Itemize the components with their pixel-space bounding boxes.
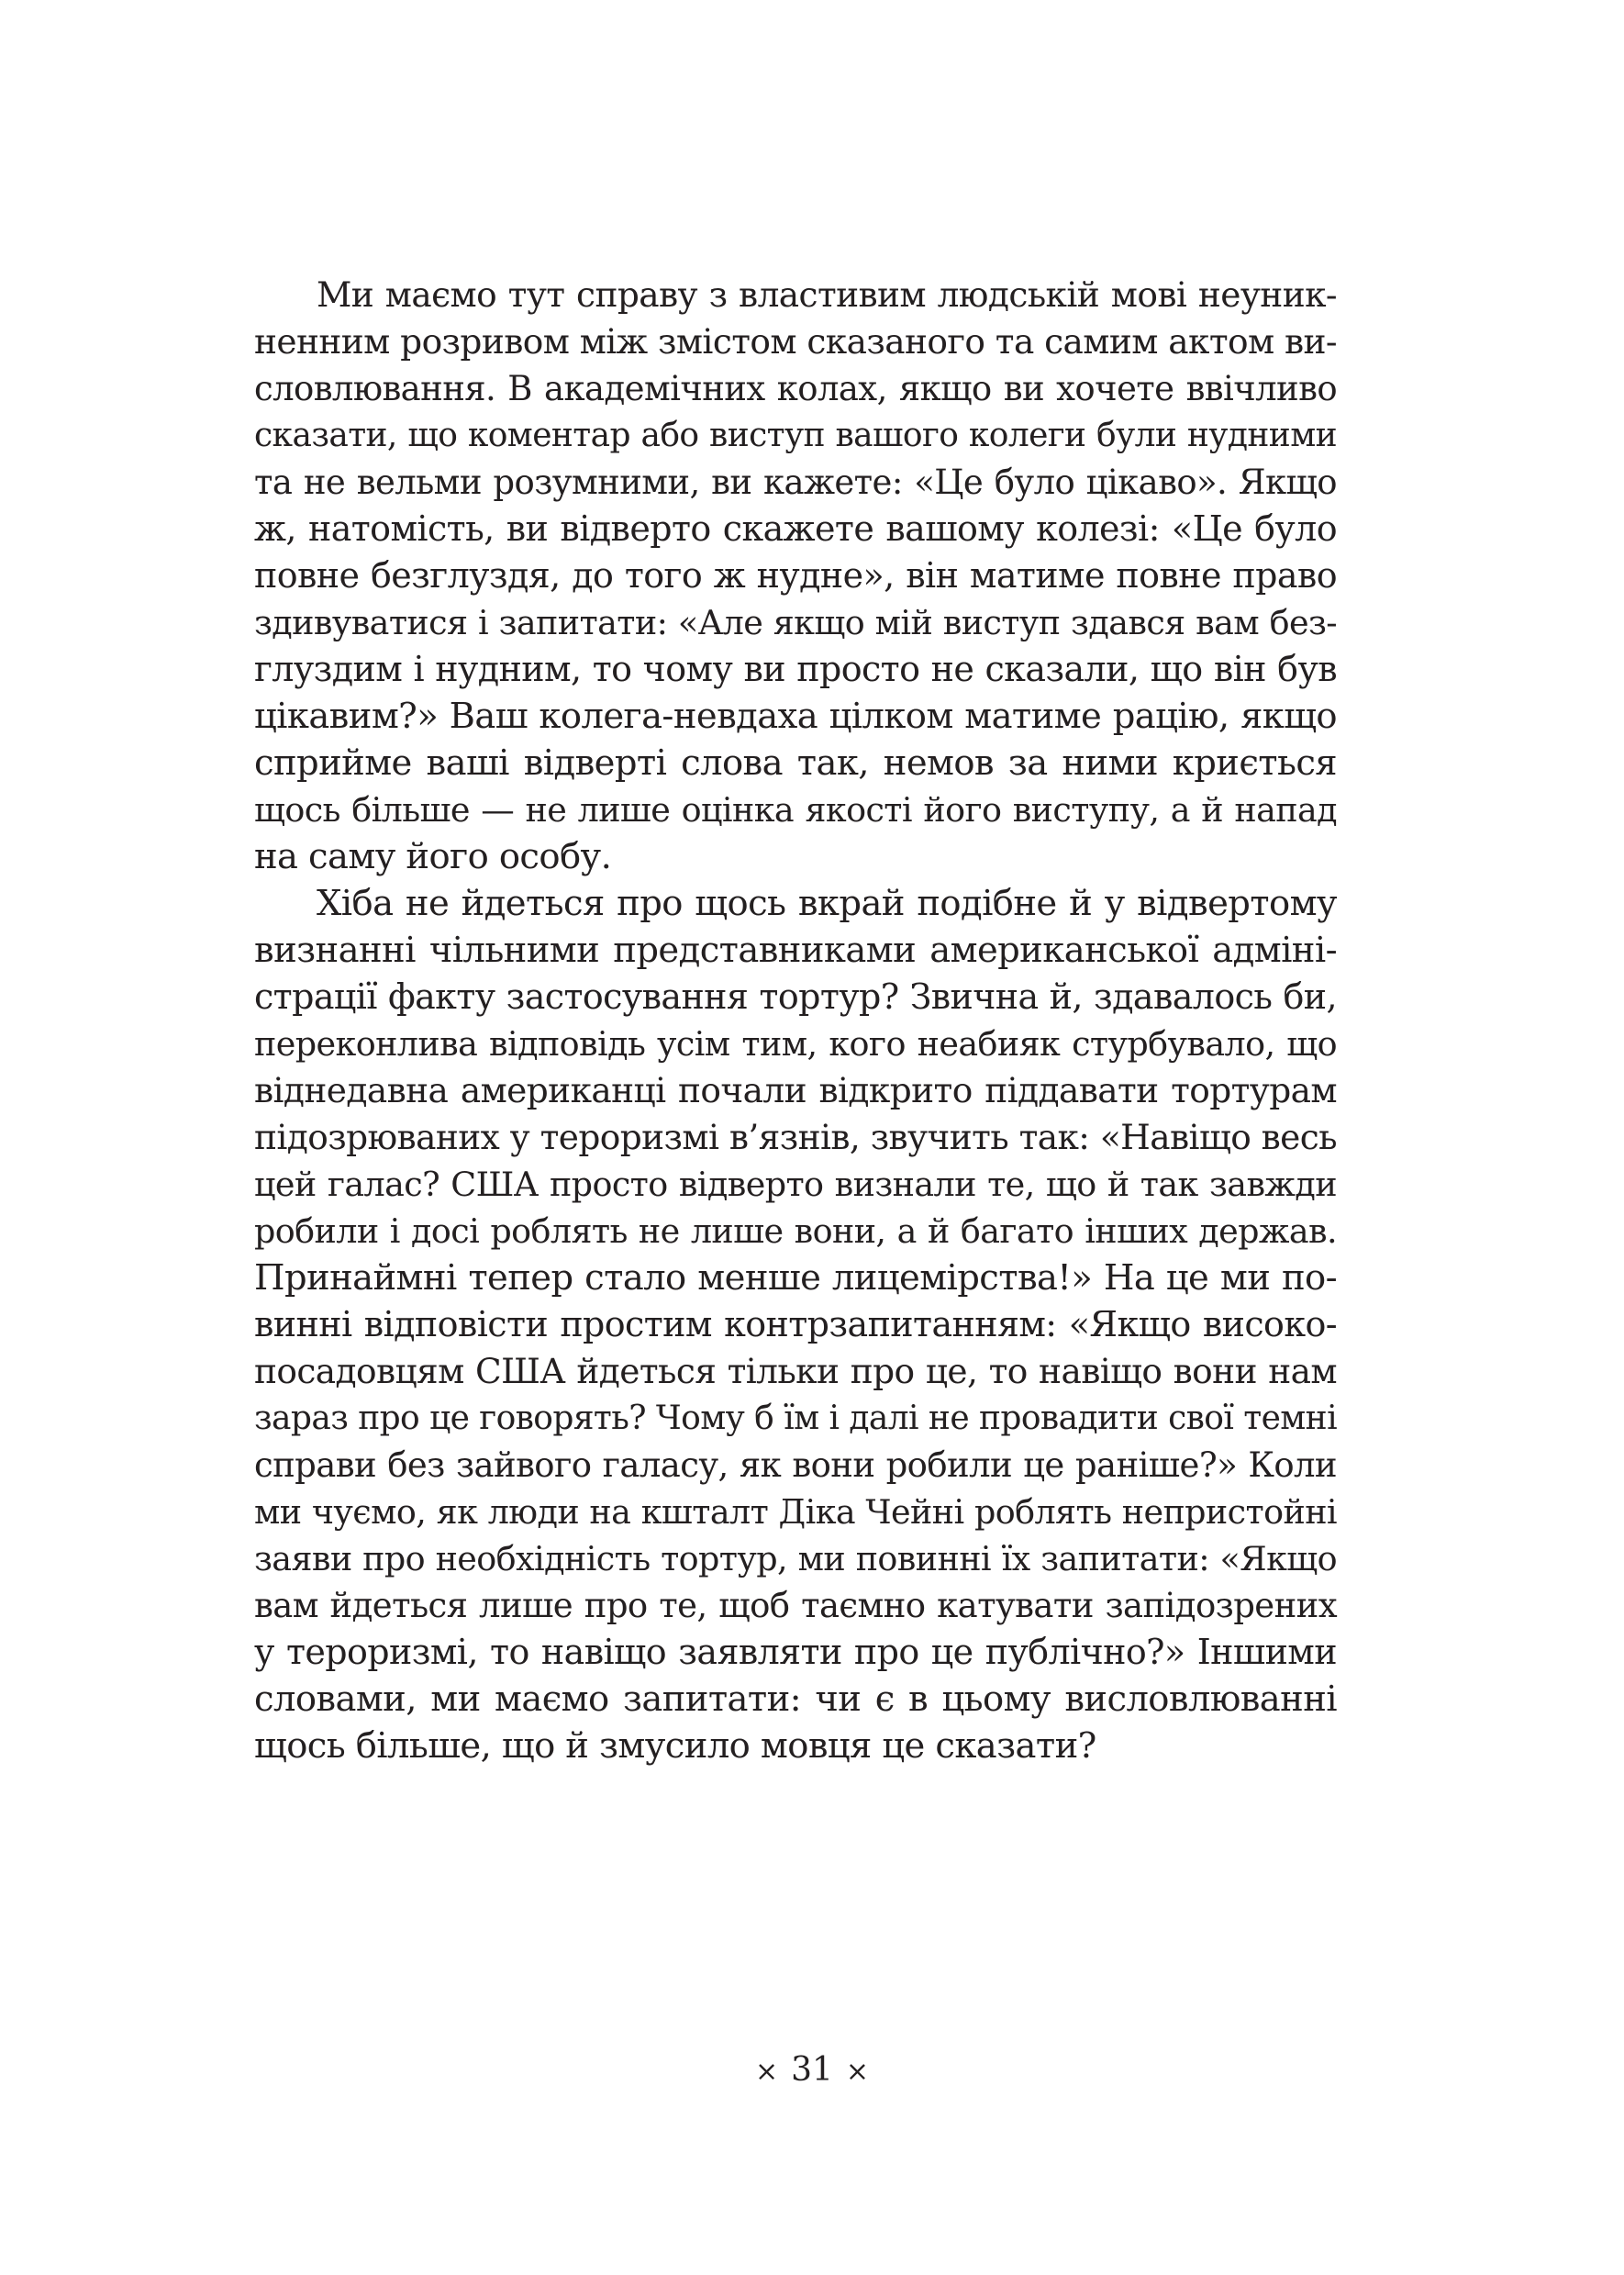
text-line: винні відповісти простим контрзапитанням: «Якщо високо- xyxy=(254,1304,1337,1344)
text-line: страції факту застосування тортур? Звична й, здавалось би, xyxy=(254,976,1337,1017)
text-line: Хіба не йдеться про щось вкрай подібне й у відвертому xyxy=(317,883,1337,924)
text-line: віднедавна американці почали відкрито піддавати тортурам xyxy=(254,1070,1337,1110)
text-line: робили і досі роблять не лише вони, а й багато інших держав. xyxy=(254,1211,1337,1251)
text-line: щось більше — не лише оцінка якості його виступу, а й напад xyxy=(254,790,1337,830)
text-line: Ми маємо тут справу з властивим людській мові неуник- xyxy=(317,274,1337,315)
ornament-cross-left: × xyxy=(754,2056,779,2088)
text-line: словами, ми маємо запитати: чи є в цьому висловлюванні xyxy=(254,1678,1337,1720)
text-line: цікавим?» Ваш колега-невдаха цілком матиме рацію, якщо xyxy=(254,696,1337,737)
text-line: ми чуємо, як люди на кшталт Діка Чейні роблять непристойні xyxy=(254,1492,1337,1532)
text-line: заяви про необхідність тортур, ми повинні їх запитати: «Якщо xyxy=(254,1539,1337,1578)
paragraph-1 xyxy=(254,272,1337,880)
text-line: повне безглуздя, до того ж нудне», він матиме повне право xyxy=(254,555,1337,596)
text-line: глуздим і нудним, то чому ви просто не сказали, що він був xyxy=(254,649,1337,689)
text-line: сказати, що коментар або виступ вашого колеги були нудними xyxy=(254,417,1337,454)
text-line: Принаймні тепер стало менше лицемірства!» На це ми по- xyxy=(254,1257,1337,1299)
text-line: сприйме ваші відверті слова так, немов за ними криється xyxy=(254,742,1337,784)
text-line: ненним розривом між змістом сказаного та самим актом ви- xyxy=(254,321,1337,362)
text-line: на саму його особу. xyxy=(254,836,612,877)
text-line: підозрюваних у тероризмі в’язнів, звучить так: «Навіщо весь xyxy=(254,1117,1337,1157)
text-line: цей галас? США просто відверто визнали те, що й так завжди xyxy=(254,1165,1337,1204)
ornament-cross-right: × xyxy=(845,2056,870,2088)
paragraph-2 xyxy=(254,880,1337,1769)
page-number-value: 31 xyxy=(791,2051,833,2089)
text-line: визнанні чільними представниками американської адміні- xyxy=(254,930,1337,971)
text-line: посадовцям США йдеться тільки про це, то навіщо вони нам xyxy=(254,1351,1337,1391)
text-line: та не вельми розумними, ви кажете: «Це було цікаво». Якщо xyxy=(254,463,1337,502)
text-line: переконлива відповідь усім тим, кого неабияк стурбувало, що xyxy=(254,1024,1337,1064)
text-line: зараз про це говорять? Чому б їм і далі не провадити свої темні xyxy=(254,1400,1337,1437)
page-number xyxy=(0,2050,1624,2092)
text-line: ж, натомість, ви відверто скажете вашому колезі: «Це було xyxy=(254,508,1337,549)
text-line: щось більше, що й змусило мовця це сказати? xyxy=(254,1725,1096,1767)
text-line: вам йдеться лише про те, щоб таємно катувати запідозрених xyxy=(254,1586,1337,1625)
body-text xyxy=(254,272,1337,1769)
text-line: справи без зайвого галасу, як вони робили це раніше?» Коли xyxy=(254,1445,1337,1485)
text-line: здивуватися і запитати: «Але якщо мій виступ здався вам без- xyxy=(254,603,1337,642)
text-line: у тероризмі, то навіщо заявляти про це публічно?» Іншими xyxy=(254,1632,1337,1672)
text-line: словлювання. В академічних колах, якщо ви хочете ввічливо xyxy=(254,369,1337,408)
